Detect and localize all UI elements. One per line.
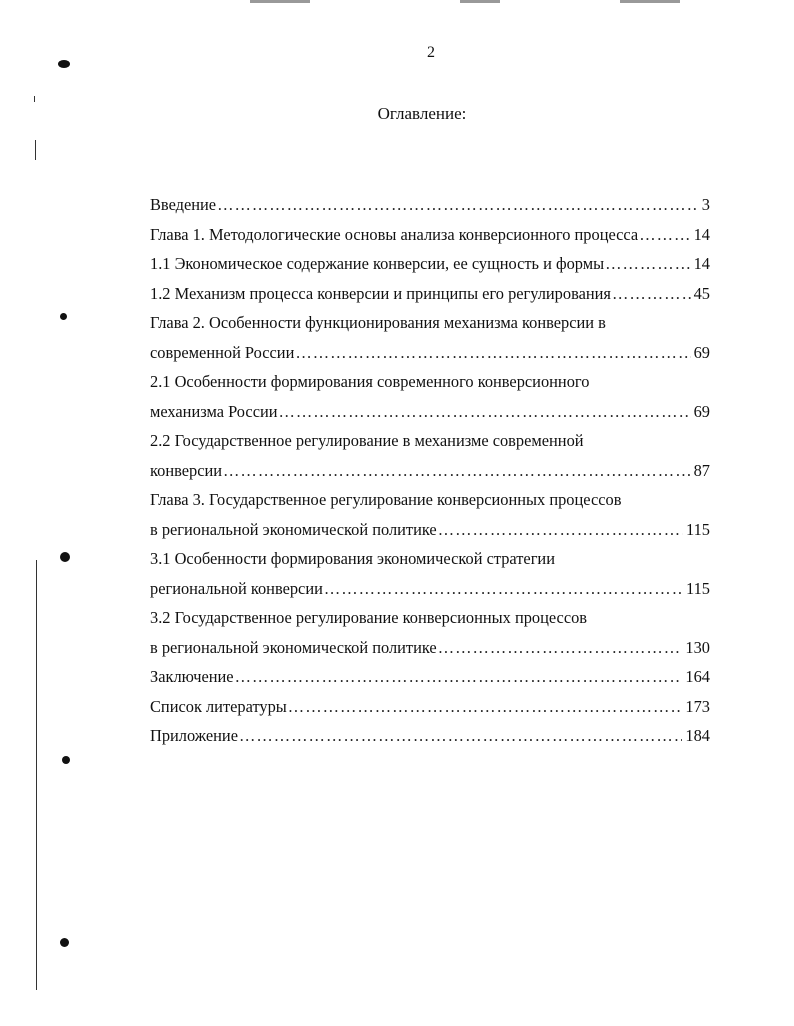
toc-entry — [150, 190, 710, 220]
toc-entry — [150, 515, 710, 545]
toc-entry-title: Глава 2. Особенности функционирования механизма конверсии в — [150, 313, 606, 332]
toc-entry — [150, 426, 710, 456]
toc-entry-title: 2.1 Особенности формирования современного конверсионного — [150, 372, 590, 391]
toc-entry-title: 2.2 Государственное регулирование в механизме современной — [150, 431, 584, 450]
toc-entry-page-number: 115 — [686, 519, 710, 539]
toc-entry-title: 1.1 Экономическое содержание конверсии, ее сущность и формы — [150, 254, 605, 273]
toc-entry-page-number: 164 — [685, 667, 710, 686]
toc-entry-title: 3.2 Государственное регулирование конверсионных процессов — [150, 608, 588, 627]
toc-entry — [150, 338, 710, 368]
toc-dot-leader — [279, 397, 691, 427]
toc-entry — [150, 367, 710, 397]
toc-entry-page-number: 130 — [685, 637, 710, 657]
toc-entry-page-number: 14 — [693, 254, 710, 273]
toc-dot-leader — [438, 515, 683, 545]
toc-dot-leader — [223, 456, 691, 486]
toc-entry-title: современной России — [150, 342, 295, 362]
toc-entry-page-number: 173 — [685, 696, 710, 716]
toc-entry-title: в региональной экономической политике — [150, 519, 437, 539]
toc-entry — [150, 544, 710, 574]
toc-entry — [150, 220, 710, 250]
toc-entry-title: Введение — [150, 195, 217, 214]
toc-entry — [150, 397, 710, 427]
toc-entry — [150, 574, 710, 604]
page-number: 2 — [427, 44, 435, 61]
toc-entry-title: региональной конверсии — [150, 578, 323, 598]
toc-entry — [150, 692, 710, 722]
toc-entry-title: Список литературы — [150, 696, 287, 716]
toc-dot-leader — [217, 190, 699, 220]
toc-entry — [150, 308, 710, 338]
toc-dot-leader — [324, 574, 683, 604]
toc-entry — [150, 721, 710, 751]
toc-entry-page-number: 69 — [693, 401, 710, 421]
toc-dot-leader — [235, 662, 683, 692]
toc-entry-page-number: 184 — [685, 726, 710, 745]
toc-dot-leader — [288, 692, 683, 722]
toc-entry — [150, 633, 710, 663]
toc-entry-page-number: 69 — [693, 342, 710, 362]
toc-entry-title: Приложение — [150, 726, 238, 745]
toc-title: Оглавление: — [377, 104, 467, 123]
toc-entry-page-number: 3 — [701, 195, 710, 214]
toc-entry-title: Заключение — [150, 667, 234, 686]
toc-entry-title: конверсии — [150, 460, 223, 480]
toc-entry — [150, 485, 710, 515]
toc-dot-leader — [295, 338, 690, 368]
toc-entry-title: 1.2 Механизм процесса конверсии и принципы его регулирования — [150, 283, 611, 303]
toc-entry — [150, 603, 710, 633]
toc-entry-page-number: 45 — [693, 283, 710, 303]
toc-entry-page-number: 14 — [693, 224, 710, 244]
toc-entry-page-number: 87 — [693, 460, 710, 480]
toc-dot-leader — [438, 633, 683, 663]
table-of-contents — [150, 190, 710, 751]
toc-dot-leader — [605, 249, 691, 279]
toc-entry — [150, 249, 710, 279]
toc-entry-title: Глава 1. Методологические основы анализа конверсионного процесса — [150, 224, 639, 244]
toc-entry — [150, 456, 710, 486]
toc-dot-leader — [612, 279, 691, 309]
toc-entry-title: в региональной экономической политике — [150, 637, 437, 657]
toc-entry — [150, 279, 710, 309]
toc-dot-leader — [639, 220, 690, 250]
toc-dot-leader — [239, 721, 682, 751]
toc-entry-page-number: 115 — [686, 578, 710, 598]
toc-entry — [150, 662, 710, 692]
toc-entry-title: механизма России — [150, 401, 278, 421]
toc-entry-title: 3.1 Особенности формирования экономической стратегии — [150, 549, 555, 568]
toc-entry-title: Глава 3. Государственное регулирование конверсионных процессов — [150, 490, 622, 509]
